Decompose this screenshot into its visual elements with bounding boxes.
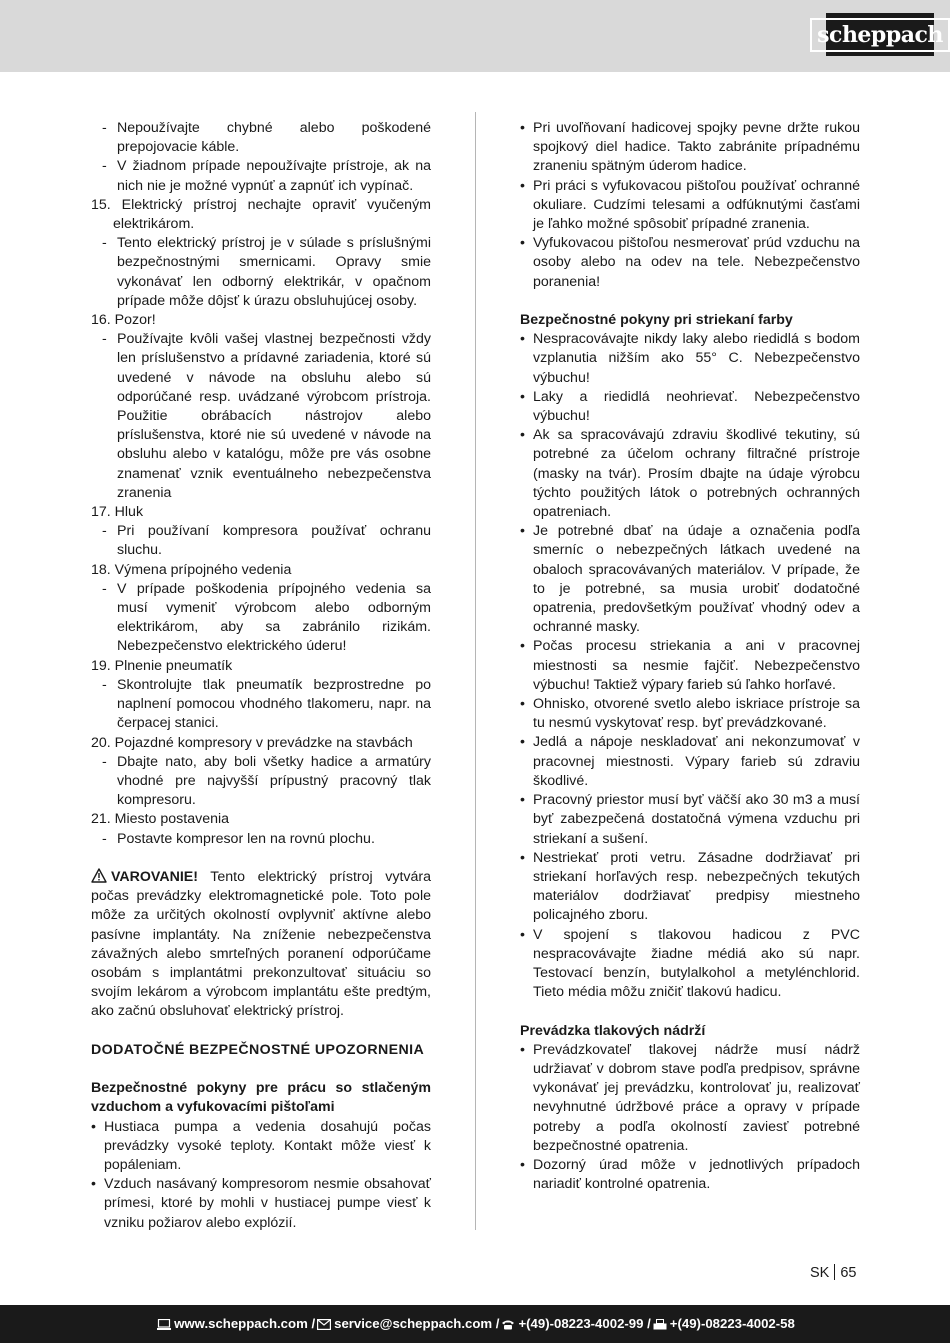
warning-paragraph (91, 868, 431, 1022)
numbered-item: 17. Hluk (91, 504, 144, 521)
spray-painting-list (520, 330, 860, 1002)
bullet-list-item: • Počas procesu striekania a ani v pracovnej miestnosti sa nesmie fajčiť. Nebezpečenstvo výbuchu! Taktiež výpary farieb sú ľahko horľavé. (520, 637, 860, 695)
bullet-list-item: • Je potrebné dbať na údaje a označenia podľa smerníc o nebezpečných látkach uvedené na obaloch spracovávaných materiálov. V prípade, že to je potrebné, sa musia urobiť dodatočné opatrenia, predovšetkým používať vhodný odev a ochranné masky. (520, 522, 860, 637)
warning-text: Tento elektrický prístroj vytvára počas prevádzky elektromagnetické pole. Toto pole môže za určitých okolností ovplyvniť aktívne alebo pasívne implantáty. Na zníženie nebezpečenstva závažných alebo smrteľných poranení odporúčame osobám s implantátmi prekonzultovať situáciu so svojím lekárom a výrobcom implantátu ešte predtým, ako začnú obsluhovať elektrický prístroj. (91, 868, 431, 1020)
warning-label: VAROVANIE! (111, 868, 198, 885)
footer-email[interactable]: service@scheppach.com / (334, 1316, 500, 1332)
warning-triangle-icon (91, 868, 107, 883)
email-icon (317, 1319, 331, 1330)
bullet-list-item: • Pracovný priestor musí byť väčší ako 30 m3 a musí byť zabezpečená dostatočná výmena vzduchu pri striekaní a sušení. (520, 791, 860, 849)
page-number-value: 65 (840, 1265, 857, 1281)
dash-list-item: - Postavte kompresor len na rovnú plochu. (91, 830, 431, 849)
bullet-list-item: • Prevádzkovateľ tlakovej nádrže musí nádrž udržiavať v dobrom stave podľa predpisov, správne vykonávať jej prevádzku, kontrolovať ju, realizovať nevyhnutné údržbové práce a opravy v prípade potreby a podľa okolností zaviesť potrebné bezpečnostné opatrenia. (520, 1041, 860, 1156)
computer-icon (157, 1319, 171, 1330)
bullet-list-item: • Ohnisko, otvorené svetlo alebo iskriace prístroje sa tu nesmú vyskytovať resp. byť prevádzkované. (520, 695, 860, 733)
numbered-item: 21. Miesto postavenia (91, 811, 230, 828)
bullet-list-item: • Ak sa spracovávajú zdraviu škodlivé tekutiny, sú potrebné za účelom ochrany filtračné prístroje (masky na tvár). Prosím dbajte na údaje výrobcu týchto použitých látok o potrebných ochranných opatreniach. (520, 426, 860, 522)
scheppach-logo: scheppach (826, 13, 934, 56)
bullet-list-item: • Pri uvoľňovaní hadicovej spojky pevne držte rukou spojkový diel hadice. Takto zabránite prípadnému zraneniu spätným úderom hadice. (520, 119, 860, 177)
bullet-list-item: • Vyfukovacou pištoľou nesmerovať prúd vzduchu na osoby alebo na odev na tele. Nebezpečenstvo poranenia! (520, 234, 860, 292)
footer-phone[interactable]: +(49)-08223-4002-99 / (518, 1316, 651, 1332)
numbered-item: 15. Elektrický prístroj nechajte opraviť vyučeným elektrikárom. (91, 196, 431, 233)
dash-list-item: - Tento elektrický prístroj je v súlade s príslušnými bezpečnostnými smernicami. Opravy smie vykonávať len odborný elektrikár, v opačnom prípade môže dôjsť k úrazu obsluhujúcej osoby. (91, 234, 431, 311)
column-divider (475, 112, 476, 1230)
numbered-item: 19. Plnenie pneumatík (91, 657, 233, 674)
hose-safety-list (520, 119, 860, 292)
bullet-list-item: • Vzduch nasávaný kompresorom nesmie obsahovať prímesi, ktoré by mohli v hustiacej pumpe viesť k vzniku požiarov alebo explózií. (91, 1175, 431, 1233)
footer-fax: +(49)-08223-4002-58 (669, 1316, 795, 1332)
compressed-air-list (91, 1118, 431, 1233)
bullet-list-item: • Dozorný úrad môže v jednotlivých prípadoch nariadiť kontrolné opatrenia. (520, 1156, 860, 1194)
bullet-list-item: • Hustiaca pumpa a vedenia dosahujú počas prevádzky vysoké teploty. Kontakt môže viesť k popáleniam. (91, 1118, 431, 1176)
phone-icon (501, 1319, 515, 1330)
dash-list-item: - Skontrolujte tlak pneumatík bezprostredne po naplnení pomocou vhodného tlakomeru, napr. na čerpacej stanici. (91, 676, 431, 734)
bullet-list-item: • Pri práci s vyfukovacou pištoľou používať ochranné okuliare. Cudzími telesami a odfúknutými časťami je ľahko možné spôsobiť prípadné zranenia. (520, 177, 860, 235)
spray-painting-heading: Bezpečnostné pokyny pri striekaní farby (520, 312, 793, 329)
pressure-tank-heading: Prevádzka tlakových nádrží (520, 1022, 706, 1039)
dash-list-item: - V prípade poškodenia prípojného vedenia sa musí vymeniť výrobcom alebo odborným elektrikárom, aby sa zabránilo rizikám. Nebezpečenstvo elektrického úderu! (91, 580, 431, 657)
numbered-item: 18. Výmena prípojného vedenia (91, 561, 292, 578)
bullet-list-item: • Jedlá a nápoje neskladovať ani nekonzumovať v pracovnej miestnosti. Výpary farieb sú zdraviu škodlivé. (520, 733, 860, 791)
dash-list-item: - Pri používaní kompresora používať ochranu sluchu. (91, 522, 431, 560)
additional-safety-heading: DODATOČNÉ BEZPEČNOSTNÉ UPOZORNENIA (91, 1041, 425, 1058)
footer-bar (0, 1305, 950, 1343)
dash-list-item: - Dbajte nato, aby boli všetky hadice a armatúry vhodné pre najvyšší prípustný pracovný tlak kompresoru. (91, 753, 431, 811)
numbered-item: 20. Pojazdné kompresory v prevádzke na stavbách (91, 734, 413, 751)
fax-icon (653, 1319, 667, 1330)
bullet-list-item: • Laky a riedidlá neohrievať. Nebezpečenstvo výbuchu! (520, 388, 860, 426)
page-number (810, 1264, 856, 1283)
left-column (91, 119, 431, 1233)
pressure-tank-list (520, 1041, 860, 1195)
numbered-item: 16. Pozor! (91, 312, 156, 329)
dash-list-item: - V žiadnom prípade nepoužívajte prístroje, ak na nich nie je možné vypnúť a zapnúť ich vypínač. (91, 157, 431, 195)
compressed-air-heading: Bezpečnostné pokyny pre prácu so stlačeným vzduchom a vyfukovacími pištoľami (91, 1080, 431, 1116)
page-language: SK (810, 1265, 830, 1281)
bullet-list-item: • Nestriekať proti vetru. Zásadne dodržiavať pri striekaní horľavých resp. nebezpečných tekutých materiálov dodržiavať predpisy miestneho policajného zboru. (520, 849, 860, 926)
right-column (520, 119, 860, 1194)
bullet-list-item: • Nespracovávajte nikdy laky alebo riedidlá s bodom vzplanutia nižším ako 55° C. Nebezpečenstvo výbuchu! (520, 330, 860, 388)
safety-list (91, 119, 431, 849)
dash-list-item: - Nepoužívajte chybné alebo poškodené prepojovacie káble. (91, 119, 431, 157)
header-bar (0, 0, 950, 72)
footer-website[interactable]: www.scheppach.com / (174, 1316, 316, 1332)
bullet-list-item: • V spojení s tlakovou hadicou z PVC nespracovávajte žiadne médiá ako sú napr. Testovací benzín, butylalkohol a metylénchlorid. Tieto média môžu zničiť tlakovú hadicu. (520, 926, 860, 1003)
dash-list-item: - Používajte kvôli vašej vlastnej bezpečnosti vždy len príslušenstvo a prídavné zariadenia, ktoré sú uvedené v návode na obsluhu alebo sú odporúčané resp. uvádzané výrobcom prístroja. Použitie obrábacích nástrojov alebo príslušenstva, ktoré nie sú uvedené v návode na obsluhu alebo v katalógu, môže pre vás osobne znamenať vznik eventuálneho nebezpečenstva zranenia (91, 330, 431, 503)
